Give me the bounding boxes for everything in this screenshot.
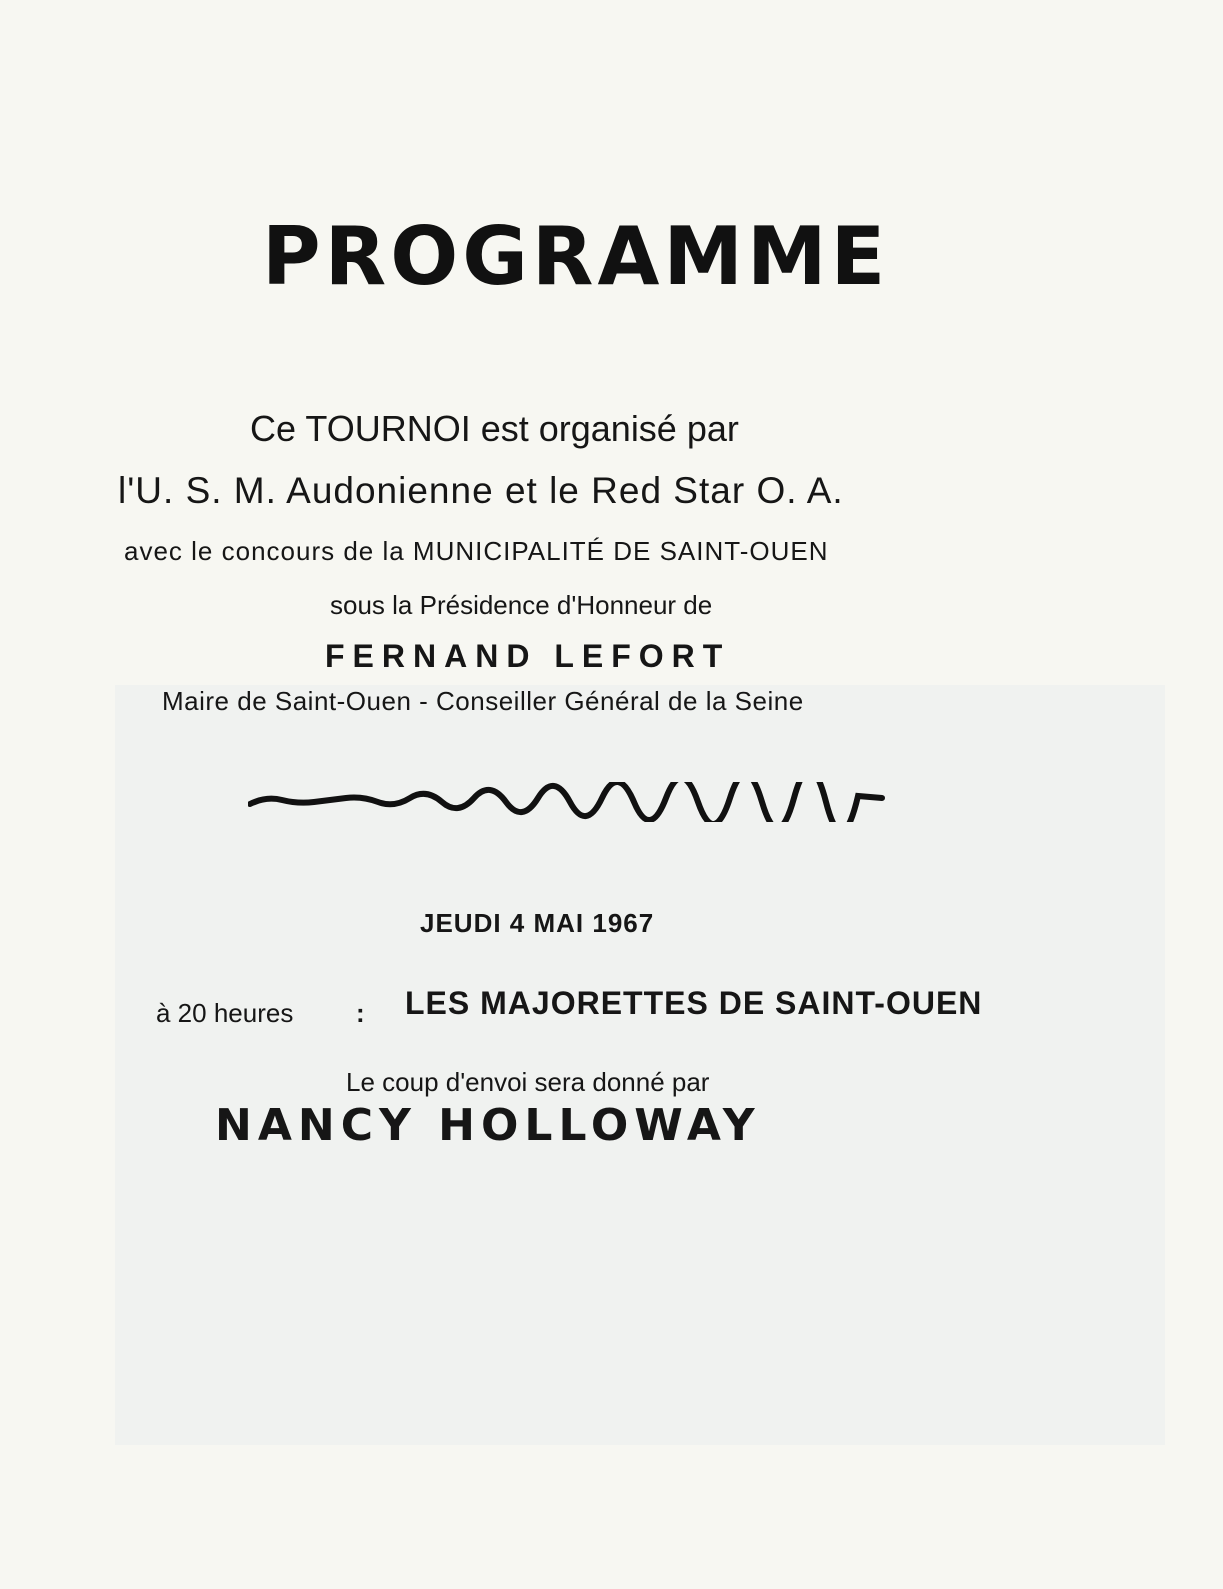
intro-line-3: avec le concours de la MUNICIPALITÉ DE SAINT-OUEN [124, 536, 829, 566]
event-date: JEUDI 4 MAI 1967 [420, 908, 655, 938]
kickoff-text: Le coup d'envoi sera donné par [346, 1067, 710, 1097]
document-title: PROGRAMME [262, 210, 890, 303]
event-act: LES MAJORETTES DE SAINT-OUEN [405, 985, 983, 1021]
intro-line-2: l'U. S. M. Audonienne et le Red Star O. A. [118, 470, 844, 511]
kickoff-guest: NANCY HOLLOWAY [215, 1100, 761, 1151]
event-time: à 20 heures [156, 998, 294, 1028]
honorary-president-role: Maire de Saint-Ouen - Conseiller Général de la Seine [162, 686, 804, 716]
event-separator: : [356, 998, 365, 1028]
wavy-divider [248, 782, 888, 822]
intro-line-4: sous la Présidence d'Honneur de [330, 590, 713, 620]
intro-line-1: Ce TOURNOI est organisé par [250, 408, 739, 449]
honorary-president-name: FERNAND LEFORT [325, 638, 731, 674]
